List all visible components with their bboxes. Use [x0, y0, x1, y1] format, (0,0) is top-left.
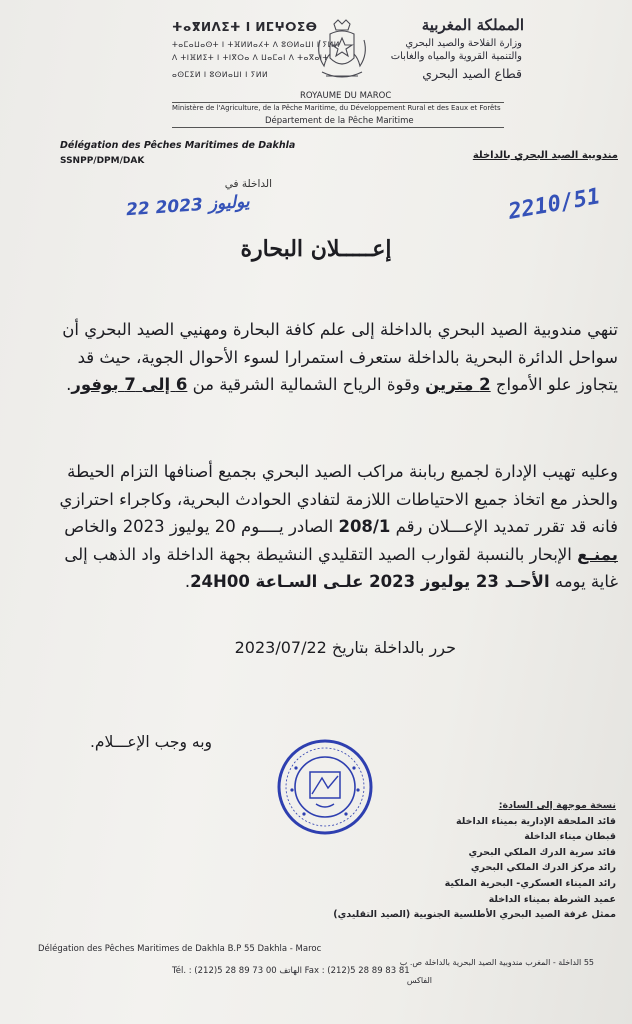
- tifinagh-ministry-1: ⵜⴰⵎⴰⵡⴰⵙⵜ ⵏ ⵜⴼⵍⵍⴰⵃⵜ ⴷ ⵓⵙⵍⴰⵡⵏ ⵏ ⵢⵍⵍ: [172, 40, 340, 49]
- wind-force: 6 إلى 7 بوفور: [71, 375, 188, 394]
- notice-title-wrap: [0, 236, 632, 262]
- footer-fr-address: Délégation des Pêches Maritimes de Dakhla B.P 55 Dakhla - Maroc: [38, 944, 322, 954]
- arabic-ministry-2: والتنمية القروية والمياه والغابات: [390, 51, 522, 62]
- reference-stamp: [507, 184, 603, 225]
- wave-height: 2 مترين: [425, 375, 491, 394]
- copies-item: قائد سرية الدرك الملكي البحري: [468, 846, 616, 858]
- arabic-kingdom: المملكة المغربية: [421, 16, 524, 34]
- paragraph-weather-text-a: تنهي مندوبية الصيد البحري بالداخلة إلى علم كافة البحارة ومهنيي الصيد البحري أن سواحل الدائرة البحرية بالداخلة ستعرف استمرارا لسوء الأحوال الجوية، حيث قد يتجاوز علو الأمواج: [62, 320, 618, 394]
- paragraph-decision-text-a: وعليه تهيب الإدارة لجميع ربابنة مراكب الصيد البحري بجميع أصنافها التزام الحيطة والحذر مع اتخاذ جميع الاحتياطات اللازمة لتفادي الحوادث البحرية، وكاجراء احترازي فانه قد تقرر تمديد الإعـــلان رقم: [59, 462, 618, 536]
- fr-department: Département de la Pêche Maritime: [265, 116, 414, 126]
- copies-item: قائد الملحقة الإدارية بميناء الداخلة: [455, 815, 616, 827]
- paragraph-decision-text-b: الصادر يــــوم 20 يوليوز 2023 والخاص: [64, 517, 339, 536]
- fr-ministry: Ministère de l'Agriculture, de la Pêche Maritime, du Développement Rural et des Eaux et Forêts: [172, 104, 501, 112]
- issued-line: حرر بالداخلة بتاريخ 2023/07/22: [234, 638, 456, 657]
- header-divider-2: [172, 127, 504, 128]
- ban-word: بمنـع: [577, 544, 618, 564]
- ban-until: الأحـد 23 يوليوز 2023 علـى السـاعة 24H00: [190, 572, 550, 591]
- reference-number: 2210/51: [506, 184, 603, 225]
- copies-block: [316, 798, 616, 923]
- tifinagh-kingdom: ⵜⴰⴳⵍⴷⵉⵜ ⵏ ⵍⵎⵖⵔⵉⴱ: [172, 20, 318, 34]
- notice-title: إعـــــلان البحارة: [240, 236, 392, 262]
- notice-number: 208/1: [338, 517, 391, 536]
- fr-kingdom: ROYAUME DU MAROC: [300, 91, 392, 101]
- date-stamp-text: 22 يوليوز 2023: [125, 191, 251, 221]
- footer-ar-address: 55 الداخلة - المغرب مندوبية الصيد البحرية بالداخلة ص. ب: [399, 958, 594, 967]
- tifinagh-department: ⴰⵙⵎⵉⵍ ⵏ ⵓⵙⵍⴰⵡⵏ ⵏ ⵢⵍⵍ: [172, 70, 269, 79]
- paragraph-weather: [36, 316, 618, 399]
- closing-line: وبه وجب الإعـــلام.: [89, 733, 212, 751]
- paragraph-decision-text-c: الإبحار بالنسبة لقوارب الصيد التقليدي النشيطة بجهة الداخلة واد الذهب إلى غاية يومه: [64, 544, 618, 591]
- tifinagh-ministry-2: ⴷ ⵜⵏⴼⵍⵉⵜ ⵏ ⵜⵏⴳⵔⴰ ⴷ ⵡⴰⵎⴰⵏ ⴷ ⵜⴰⴳⴰⵏⵜ: [172, 53, 329, 62]
- copies-item: عميد الشرطة بميناء الداخلة: [488, 893, 616, 905]
- paragraph-decision-text-d: .: [184, 572, 191, 591]
- copies-item: رائد مركز الدرك الملكي البحري: [470, 862, 616, 874]
- delegation-fr-ref: SSNPP/DPM/DAK: [60, 156, 145, 166]
- paragraph-weather-text-b: وقوة الرياح الشمالية الشرقية من: [187, 375, 426, 394]
- delegation-fr-name: Délégation des Pêches Maritimes de Dakhla: [60, 140, 296, 151]
- copies-item: ممثل غرفة الصيد البحري الأطلسية الجنوبية (الصيد التقليدي): [333, 909, 616, 921]
- royal-emblem-icon: [312, 18, 372, 86]
- footer-ar-fax: الفاكس: [406, 976, 432, 985]
- arabic-department: قطاع الصيد البحري: [422, 66, 522, 81]
- copies-heading: نسخة موجهة إلى السادة:: [498, 800, 616, 811]
- footer-phone-fax: Tél. : (212)5 28 89 73 00 الهاتف Fax : (212)5 28 89 83 81: [172, 966, 410, 976]
- paragraph-weather-text-c: .: [66, 375, 72, 394]
- header-divider: [172, 102, 504, 103]
- paragraph-decision: [36, 458, 618, 596]
- copies-item: رائد الميناء العسكري- البحرية الملكية: [444, 877, 616, 889]
- date-stamp: [125, 192, 250, 221]
- place-date-prefix: الداخلة في: [224, 178, 272, 190]
- delegation-ar-name: مندوبية الصيد البحري بالداخلة: [472, 150, 618, 161]
- copies-item: قبطان ميناء الداخلة: [524, 831, 616, 843]
- arabic-ministry-1: وزارة الفلاحة والصيد البحري: [405, 38, 522, 49]
